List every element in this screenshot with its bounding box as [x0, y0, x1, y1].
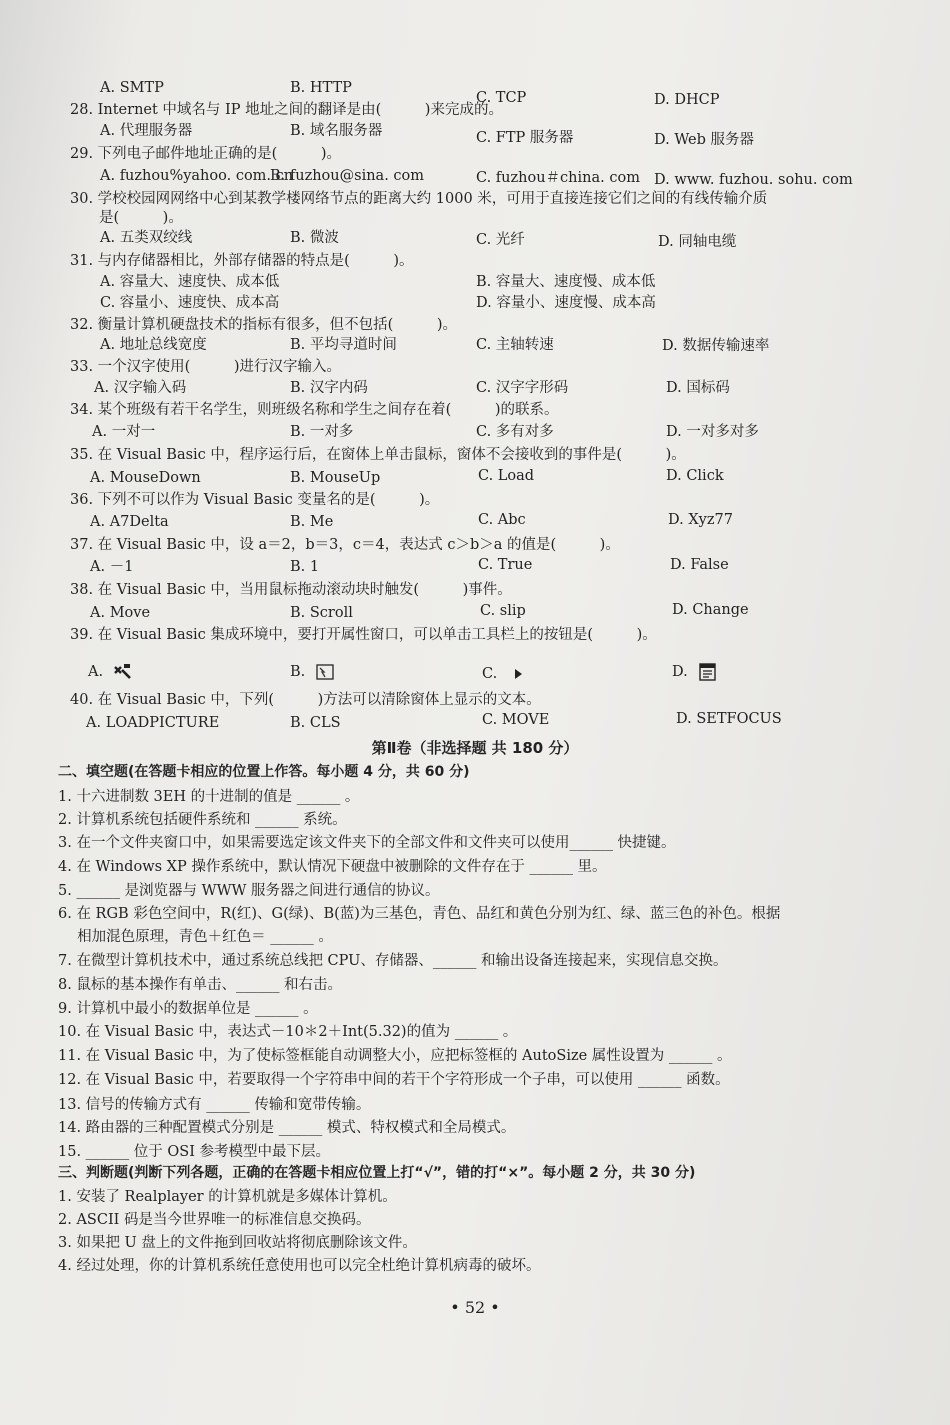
question-text: 38. 在 Visual Basic 中，当用鼠标拖动滚动块时触发( )事件。	[70, 582, 512, 598]
answer-option: C. Abc	[478, 512, 526, 528]
answer-option: C. MOVE	[482, 712, 550, 728]
judge-question: 1. 安装了 Realplayer 的计算机就是多媒体计算机。	[58, 1189, 397, 1205]
run-arrow-icon	[506, 664, 528, 684]
fill-in-heading: 二、填空题(在答题卡相应的位置上作答。每小题 4 分，共 60 分)	[58, 764, 470, 780]
question-text: 34. 某个班级有若干名学生，则班级名称和学生之间存在着( )的联系。	[70, 402, 559, 418]
answer-option: D. SETFOCUS	[676, 711, 782, 727]
fill-in-question: 8. 鼠标的基本操作有单击、______ 和右击。	[58, 977, 343, 993]
answer-option: B. MouseUp	[290, 470, 381, 486]
toolbox-icon	[112, 662, 134, 682]
fill-in-question: 1. 十六进制数 3EH 的十进制的值是 ______ 。	[58, 789, 360, 805]
answer-option: A. fuzhou%yahoo. com. cn	[100, 168, 294, 184]
answer-option: C. FTP 服务器	[476, 130, 574, 146]
answer-option: C. 多有对多	[476, 424, 554, 440]
answer-option: C. TCP	[476, 90, 527, 106]
q39-option-c: C.	[482, 664, 528, 684]
answer-option: C. True	[478, 557, 533, 573]
answer-option: A. SMTP	[100, 80, 164, 96]
q39-option-b: B.	[290, 662, 336, 682]
answer-option: A. MouseDown	[90, 470, 201, 486]
fill-in-question: 7. 在微型计算机技术中，通过系统总线把 CPU、存储器、______ 和输出设备连接起来，实现信息交换。	[58, 953, 728, 969]
fill-in-question: 2. 计算机系统包括硬件系统和 ______ 系统。	[58, 812, 347, 828]
question-text: 35. 在 Visual Basic 中，程序运行后，在窗体上单击鼠标，窗体不会接收到的事件是( )。	[70, 447, 686, 463]
answer-option: B. CLS	[290, 715, 341, 731]
q39-option-d: D.	[672, 662, 718, 682]
answer-option: C. Load	[478, 468, 535, 484]
answer-option: B. 一对多	[290, 424, 354, 440]
form-layout-icon	[314, 662, 336, 682]
answer-option: A. LOADPICTURE	[86, 715, 220, 731]
question-text: 28. Internet 中域名与 IP 地址之间的翻译是由( )来完成的。	[70, 102, 503, 118]
answer-option: B. 平均寻道时间	[290, 337, 397, 353]
answer-option: D. 国标码	[666, 380, 730, 396]
fill-in-question: 3. 在一个文件夹窗口中，如果需要选定该文件夹下的全部文件和文件夹可以使用______ 快捷键。	[58, 835, 676, 851]
properties-window-icon	[696, 662, 718, 682]
question-text: 33. 一个汉字使用( )进行汉字输入。	[70, 359, 341, 375]
answer-option: D. www. fuzhou. sohu. com	[654, 172, 853, 188]
judge-heading: 三、判断题(判断下列各题，正确的在答题卡相应位置上打“√”，错的打“×”。每小题 2 分，共 30 分)	[58, 1165, 696, 1181]
fill-in-question: 5. ______ 是浏览器与 WWW 服务器之间进行通信的协议。	[58, 883, 440, 899]
answer-option: D. Change	[672, 602, 749, 618]
question-text: 是( )。	[70, 210, 183, 226]
answer-option: B. 1	[290, 559, 320, 575]
question-text: 36. 下列不可以作为 Visual Basic 变量名的是( )。	[70, 492, 440, 508]
question-text: 37. 在 Visual Basic 中，设 a＝2，b＝3，c＝4，表达式 c＞b＞a 的值是( )。	[70, 537, 620, 553]
answer-option: A. 五类双绞线	[100, 230, 193, 246]
fill-in-question: 15. ______ 位于 OSI 参考模型中最下层。	[58, 1144, 331, 1160]
answer-option: B. 容量大、速度慢、成本低	[476, 274, 656, 290]
answer-option: A. 地址总线宽度	[100, 337, 207, 353]
judge-question: 3. 如果把 U 盘上的文件拖到回收站将彻底删除该文件。	[58, 1235, 417, 1251]
answer-option: C. slip	[480, 603, 526, 619]
answer-option: B. 域名服务器	[290, 123, 383, 139]
answer-option: A. A7Delta	[90, 514, 169, 530]
answer-option: D. 同轴电缆	[658, 234, 737, 250]
answer-option: B. Scroll	[290, 605, 353, 621]
q39-option-a: A.	[88, 662, 134, 682]
answer-option: D. 容量小、速度慢、成本高	[476, 295, 656, 311]
answer-option: D. Click	[666, 468, 724, 484]
question-text: 40. 在 Visual Basic 中，下列( )方法可以清除窗体上显示的文本。	[70, 692, 541, 708]
answer-option: B. HTTP	[290, 80, 352, 96]
answer-option: B. 微波	[290, 230, 339, 246]
judge-question: 4. 经过处理，你的计算机系统任意使用也可以完全杜绝计算机病毒的破坏。	[58, 1258, 541, 1274]
answer-option: A. －1	[90, 559, 134, 575]
fill-in-question: 12. 在 Visual Basic 中，若要取得一个字符串中间的若干个字符形成一个子串，可以使用 ______ 函数。	[58, 1072, 730, 1088]
answer-option: A. 一对一	[92, 424, 156, 440]
answer-option: C. 容量小、速度快、成本高	[100, 295, 280, 311]
answer-option: B. 汉字内码	[290, 380, 368, 396]
fill-in-question: 14. 路由器的三种配置模式分别是 ______ 模式、特权模式和全局模式。	[58, 1120, 516, 1136]
answer-option: C. 主轴转速	[476, 337, 554, 353]
fill-in-question: 相加混色原理，青色＋红色＝ ______ 。	[58, 929, 333, 945]
answer-option: C. 光纤	[476, 232, 525, 248]
fill-in-question: 10. 在 Visual Basic 中，表达式－10＊2＋Int(5.32)的值为 ______ 。	[58, 1024, 518, 1040]
question-text: 29. 下列电子邮件地址正确的是( )。	[70, 146, 341, 162]
answer-option: A. 代理服务器	[100, 123, 193, 139]
question-text: 31. 与内存储器相比，外部存储器的特点是( )。	[70, 253, 414, 269]
fill-in-question: 9. 计算机中最小的数据单位是 ______ 。	[58, 1001, 318, 1017]
answer-option: D. 一对多对多	[666, 424, 759, 440]
fill-in-question: 11. 在 Visual Basic 中，为了使标签框能自动调整大小，应把标签框的 AutoSize 属性设置为 ______ 。	[58, 1048, 732, 1064]
judge-question: 2. ASCII 码是当今世界唯一的标准信息交换码。	[58, 1212, 371, 1228]
answer-option: C. 汉字字形码	[476, 380, 569, 396]
answer-option: D. Web 服务器	[654, 132, 755, 148]
question-text: 30. 学校校园网网络中心到某教学楼网络节点的距离大约 1000 米，可用于直接连接它们之间的有线传输介质	[70, 191, 768, 207]
answer-option: D. Xyz77	[668, 512, 733, 528]
fill-in-question: 6. 在 RGB 彩色空间中，R(红)、G(绿)、B(蓝)为三基色，青色、品红和黄色分别为红、绿、蓝三色的补色。根据	[58, 906, 781, 922]
page-number: • 52 •	[450, 1298, 500, 1317]
answer-option: C. fuzhou＃china. com	[476, 170, 640, 186]
answer-option: B. fuzhou@sina. com	[270, 168, 425, 184]
part-two-title: 第Ⅱ卷（非选择题 共 180 分）	[371, 739, 579, 757]
fill-in-question: 4. 在 Windows XP 操作系统中，默认情况下硬盘中被删除的文件存在于 ______ 里。	[58, 859, 607, 875]
question-text: 39. 在 Visual Basic 集成环境中，要打开属性窗口，可以单击工具栏上的按钮是( )。	[70, 627, 657, 643]
answer-option: A. Move	[90, 605, 151, 621]
answer-option: D. False	[670, 557, 729, 573]
question-text: 32. 衡量计算机硬盘技术的指标有很多，但不包括( )。	[70, 317, 457, 333]
answer-option: D. DHCP	[654, 92, 720, 108]
fill-in-question: 13. 信号的传输方式有 ______ 传输和宽带传输。	[58, 1097, 371, 1113]
answer-option: A. 汉字输入码	[94, 380, 187, 396]
answer-option: B. Me	[290, 514, 334, 530]
answer-option: A. 容量大、速度快、成本低	[100, 274, 280, 290]
answer-option: D. 数据传输速率	[662, 338, 770, 354]
